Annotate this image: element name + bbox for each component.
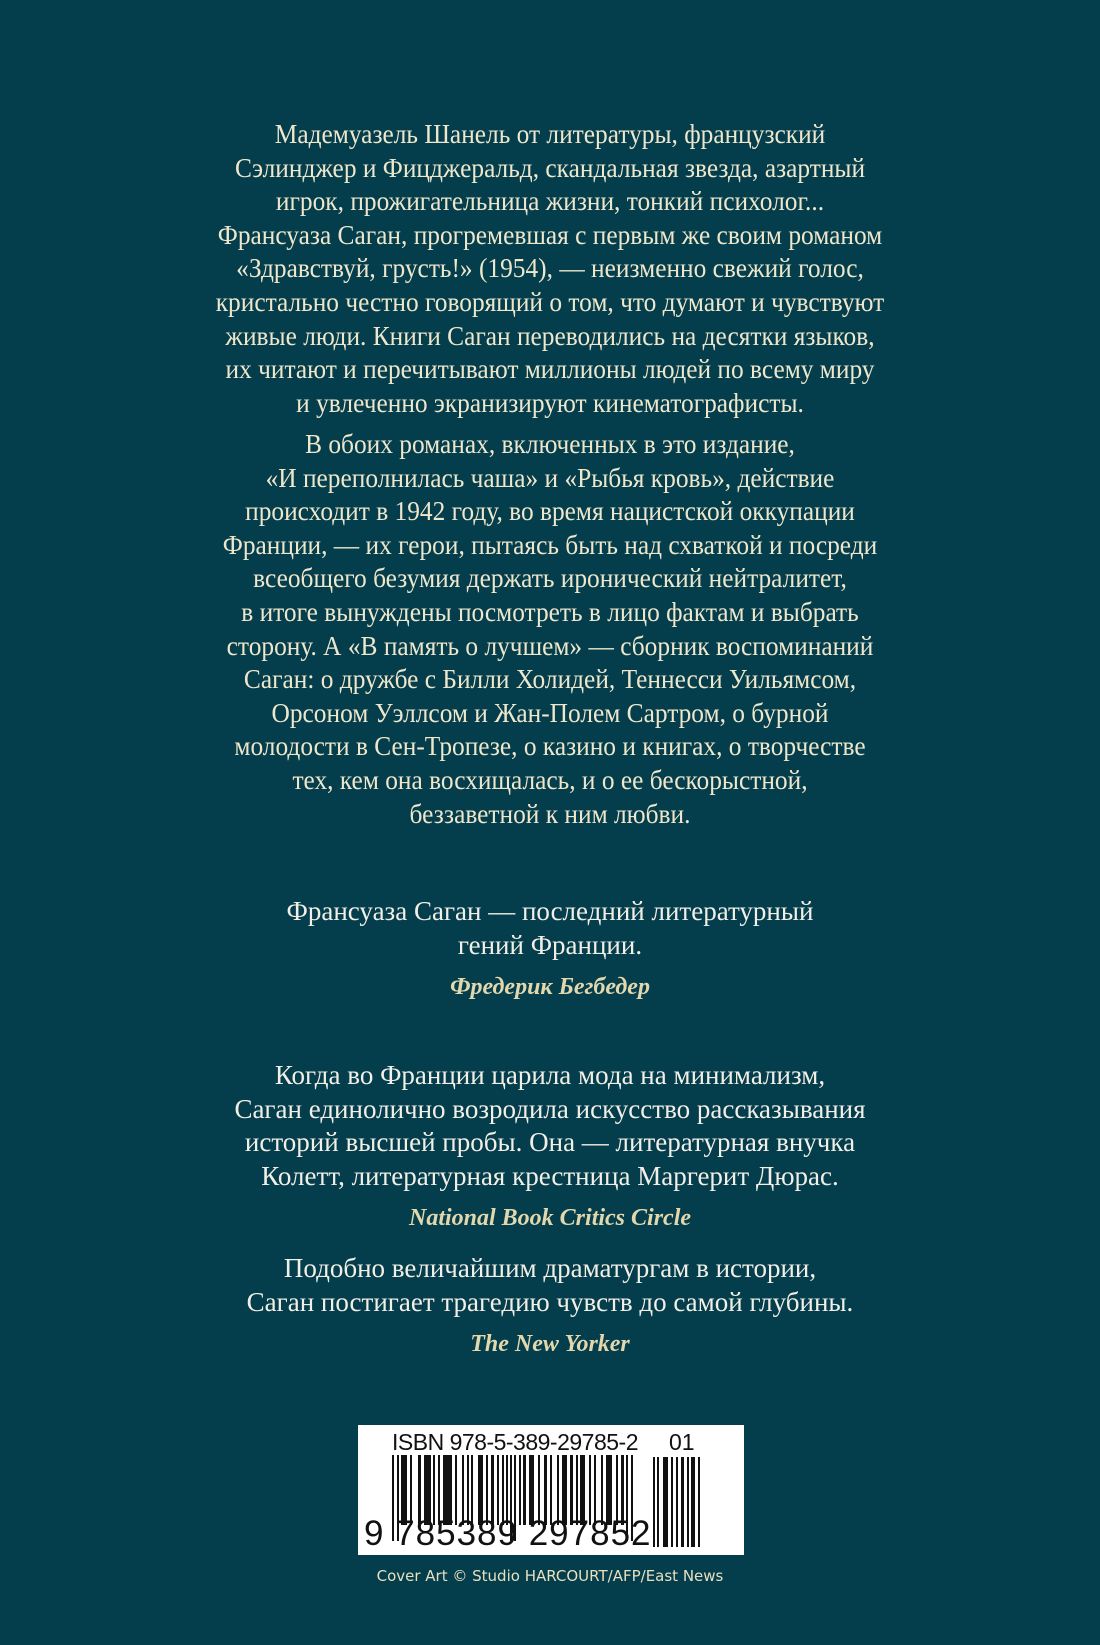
quote-line: Саган единолично возродила искусство рассказывания	[234, 1093, 866, 1124]
cover-art-credit: Cover Art © Studio HARCOURT/AFP/East News	[376, 1567, 724, 1585]
text-line: кристально честно говорящий о том, что думают и чувствуют	[215, 286, 885, 317]
quote-new-yorker	[0, 1252, 1100, 1359]
text-line: Орсоном Уэллсом и Жан-Полем Сартром, о бурной	[271, 697, 829, 728]
isbn-label: ISBN 978-5-389-29785-2	[392, 1429, 638, 1455]
isbn-addon: 01	[669, 1429, 695, 1455]
quote-beigbeder	[0, 895, 1100, 1002]
isbn-barcode	[358, 1425, 744, 1555]
quote-line: историй высшей пробы. Она — литературная внучка	[244, 1127, 856, 1157]
text-line: В обоих романах, включенных в это издание,	[305, 429, 795, 459]
text-line: живые люди. Книги Саган переводились на десятки языков,	[225, 320, 875, 351]
quote-line: Подобно величайшим драматургам в истории,	[283, 1253, 817, 1283]
text-line: и увлеченно экранизируют кинематографисты.	[296, 387, 804, 418]
text-line: тех, кем она восхищалась, и о ее бескорыстной,	[292, 764, 808, 795]
text-line: Франсуаза Саган, прогремевшая с первым же своим романом	[217, 219, 883, 250]
ean-digits: 9 785389 297852	[364, 1514, 652, 1553]
text-line: Мадемуазель Шанель от литературы, французский	[274, 119, 826, 149]
text-line: молодости в Сен-Тропезе, о казино и книгах, о творчестве	[234, 731, 866, 762]
text-line: сторону. А «В память о лучшем» — сборник воспоминаний	[226, 630, 874, 661]
quote-author: Фредерик Бегбедер	[450, 974, 650, 1000]
text-line: «И переполнилась чаша» и «Рыбья кровь», действие	[265, 462, 835, 493]
text-line: Франции, — их герои, пытаясь быть над схваткой и посреди	[222, 529, 878, 560]
quote-nbcc	[0, 1059, 1100, 1233]
quote-line: гений Франции.	[457, 929, 643, 960]
text-line: «Здравствуй, грусть!» (1954), — неизменно свежий голос,	[236, 253, 864, 284]
quote-line: Колетт, литературная крестница Маргерит Дюрас.	[261, 1160, 839, 1191]
description-paragraph-1	[33, 118, 1067, 420]
description-paragraph-2	[33, 428, 1067, 831]
quote-author: The New Yorker	[470, 1331, 630, 1357]
quote-line: Саган постигает трагедию чувств до самой глубины.	[246, 1286, 854, 1317]
quote-author: National Book Critics Circle	[408, 1205, 692, 1231]
text-line: Саган: о дружбе с Билли Холидей, Теннесси Уильямсом,	[243, 664, 857, 695]
quote-line: Когда во Франции царила мода на минимализм,	[274, 1060, 826, 1090]
text-line: беззаветной к ним любви.	[409, 798, 691, 829]
text-line: всеобщего безумия держать иронический нейтралитет,	[253, 563, 847, 594]
text-line: происходит в 1942 году, во время нацистской оккупации	[245, 496, 855, 527]
text-line: в итоге вынуждены посмотреть в лицо фактам и выбрать	[241, 596, 859, 627]
text-line: Сэлинджер и Фицджеральд, скандальная звезда, азартный	[234, 152, 866, 183]
quote-line: Франсуаза Саган — последний литературный	[286, 896, 814, 926]
text-line: их читают и перечитывают миллионы людей по всему миру	[225, 354, 875, 385]
text-line: игрок, прожигательница жизни, тонкий психолог...	[275, 186, 825, 217]
